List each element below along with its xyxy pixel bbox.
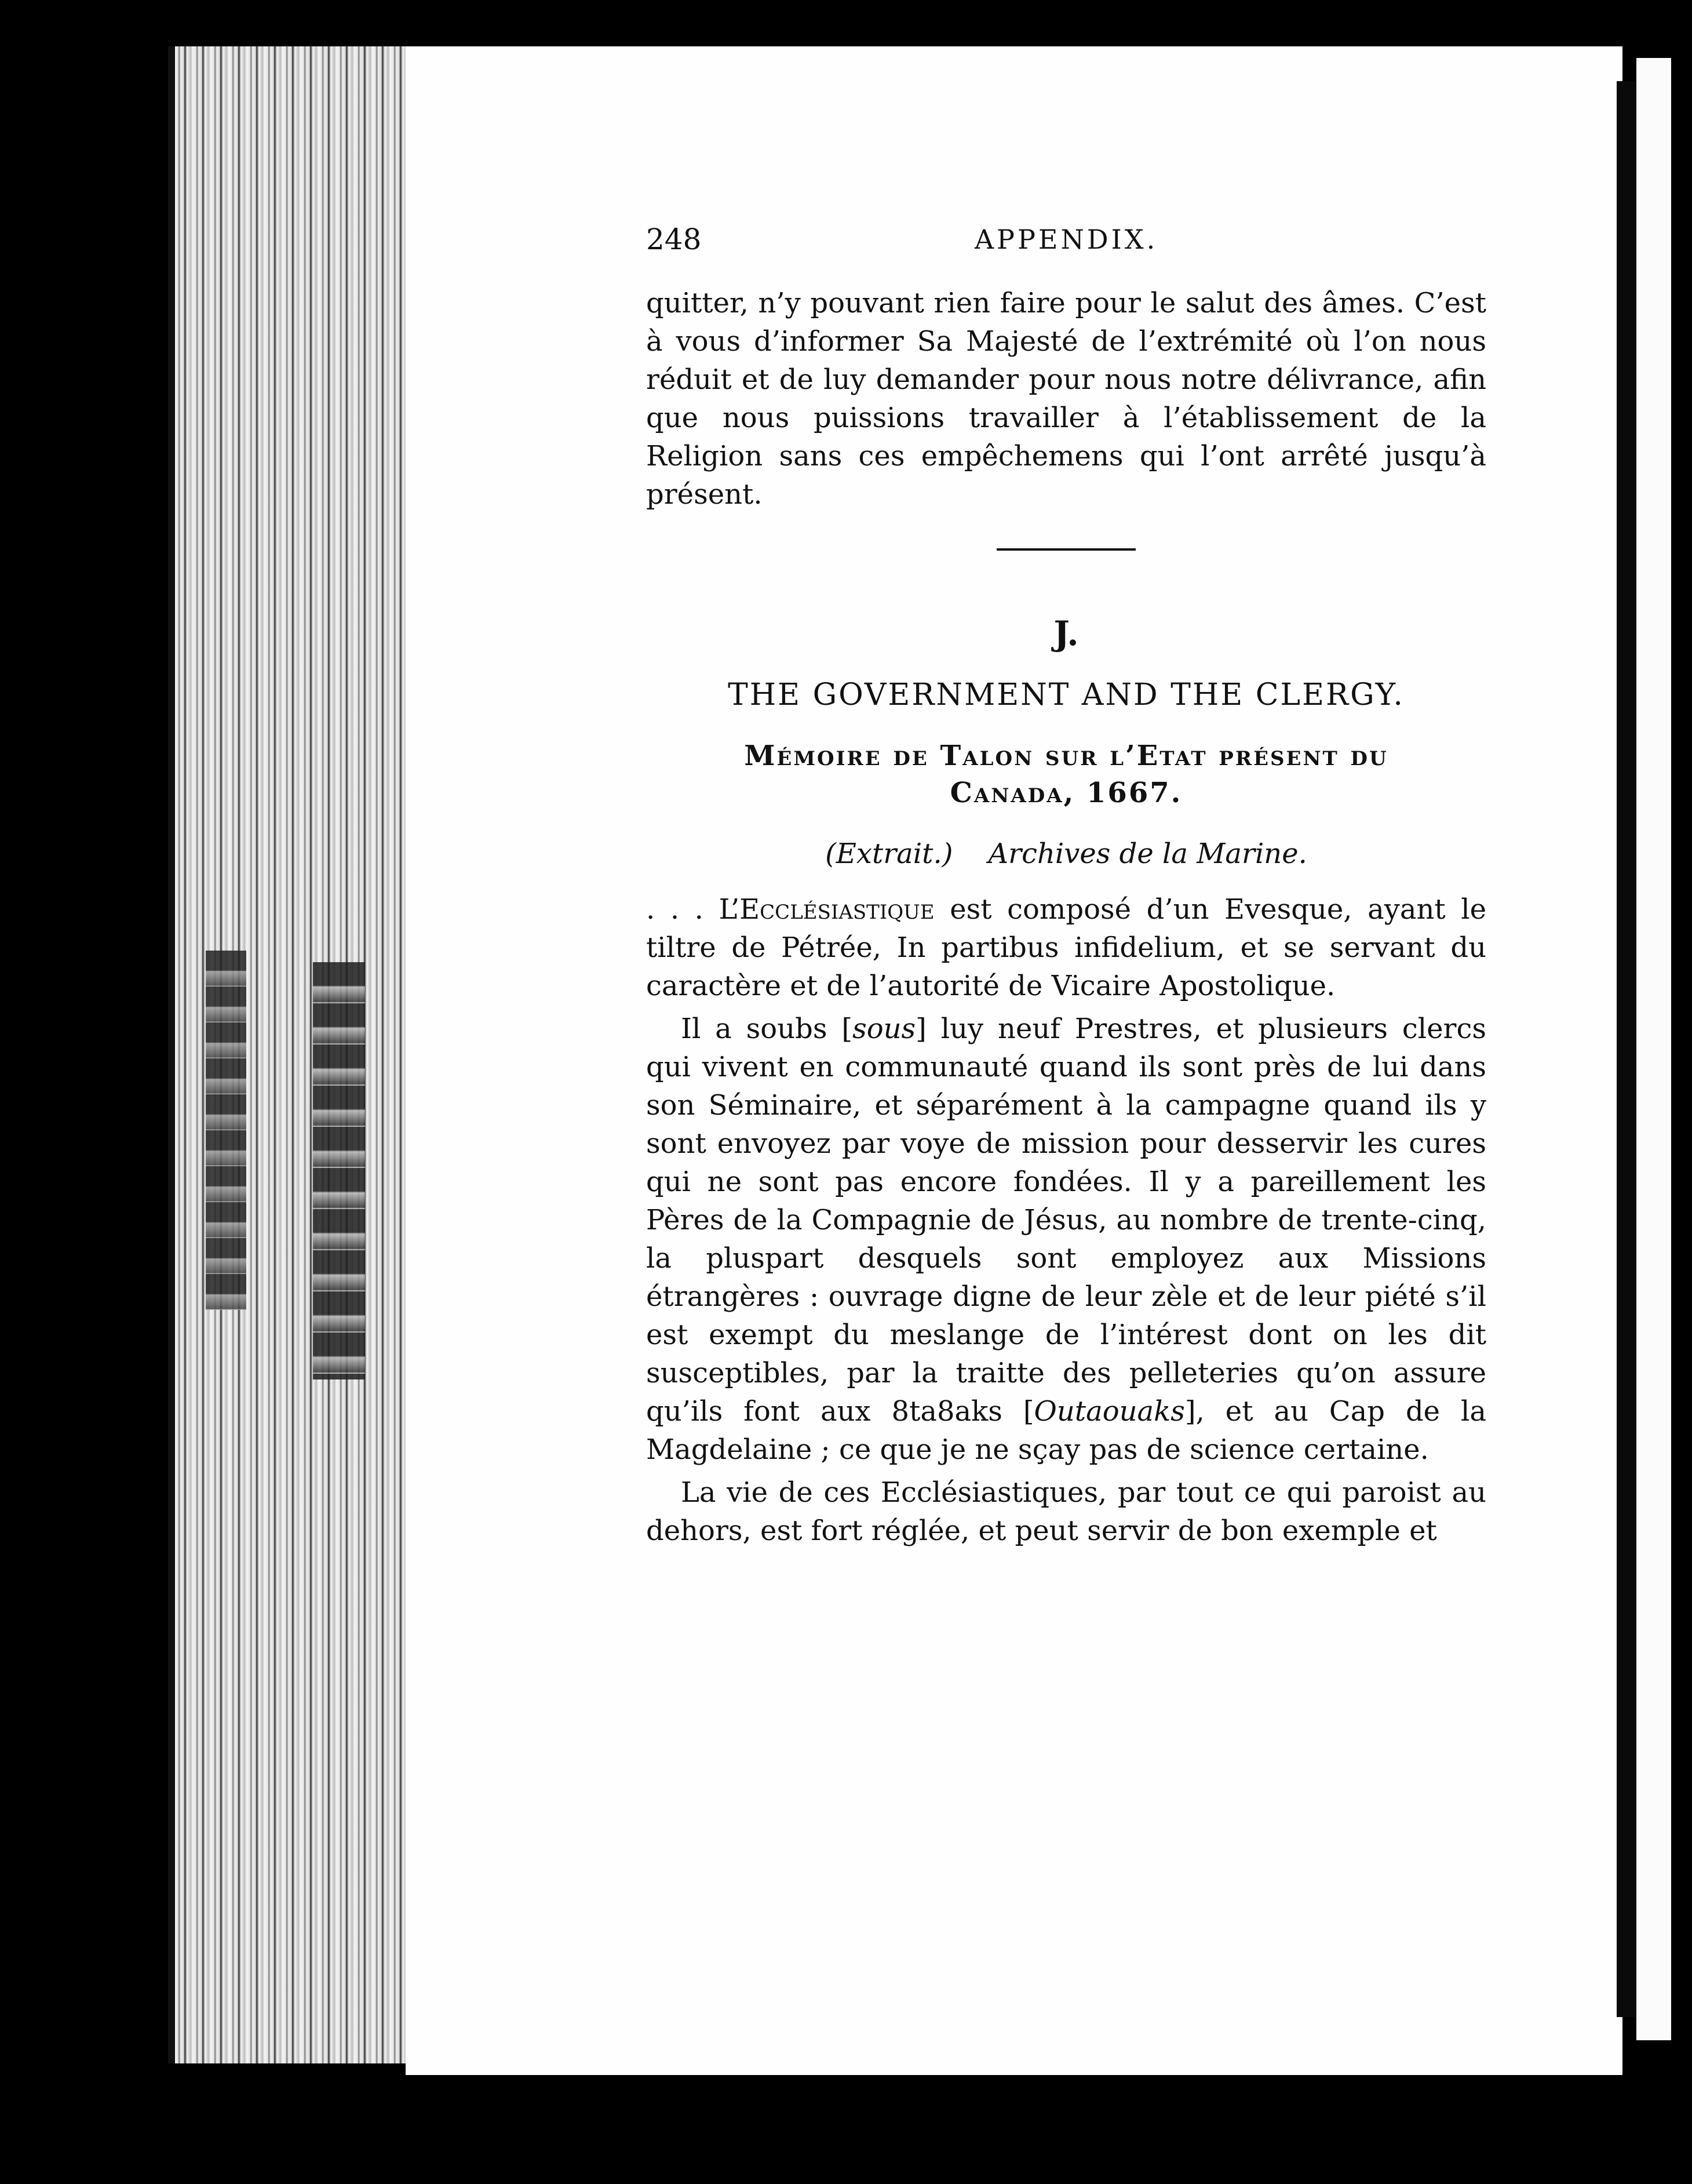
ellipsis: . . . — [646, 893, 719, 926]
page-content — [646, 220, 1486, 1550]
source-line — [646, 835, 1486, 873]
library-stamp-right — [313, 962, 365, 1379]
memoire-year: 1667. — [1086, 777, 1183, 809]
paragraph-2-part-a: Il a soubs [ — [681, 1013, 853, 1045]
continuation-paragraph: quitter, n’y pouvant rien faire pour le salut des âmes. C’est à vous d’informer Sa Majesté de l’extrémité où l’on nous réduit et de luy demander pour nous notre délivrance, afin que nous puissions travailler à l’établissement de la Religion sans ces empêchemens qui l’ont arrêté jusqu’à présent. — [646, 287, 1486, 511]
paragraph-2-part-b: ] luy neuf Prestres, et plusieurs clercs qui vivent en communauté quand ils sont près de lui dans son Séminaire, et séparément à la campagne quand ils y sont envoyez par voye de mission pour desservir les cures qui ne sont pas encore fondées. Il y a pareillement les Pères de la Compagnie de Jésus, au nombre de trente-cinq, la pluspart desquels sont employez aux Missions étrangères : ouvrage digne de leur zèle et de leur piété s’il est exempt du meslange de l’intérest dont on les dit susceptibles, par la traitte des pelleteries qu’on assure qu’ils font aux 8ta8aks [ — [646, 1013, 1487, 1428]
running-title: APPENDIX. — [974, 224, 1158, 255]
paragraph-2-part-c: ], et au Cap de la Magdelaine ; ce que je ne sçay pas de science certaine. — [646, 1395, 1487, 1466]
section-letter: J. — [1053, 614, 1079, 653]
editorial-gloss-outaouaks: Outaouaks — [1034, 1395, 1185, 1428]
extract-label: (Extrait.) — [825, 838, 953, 870]
facing-page-edge — [1636, 58, 1671, 2040]
section-divider — [997, 548, 1136, 551]
paragraph-ecclesiastique — [646, 890, 1486, 1005]
ecclesiastique-term: L’Ecclésiastique — [719, 893, 935, 926]
library-stamp-left — [206, 951, 246, 1310]
paragraph-vie: La vie de ces Ecclésiastiques, par tout ce qui paroist au dehors, est fort réglée, et peut servir de bon exemple et — [646, 1476, 1486, 1547]
paragraph-clergy — [646, 1010, 1486, 1469]
editorial-gloss-sous: sous — [852, 1013, 916, 1045]
section-title: THE GOVERNMENT AND THE CLERGY. — [728, 678, 1405, 712]
running-head — [646, 220, 1486, 284]
memoire-canada: Canada, — [950, 777, 1075, 809]
memoire-title — [646, 737, 1486, 811]
book-spine-gutter — [1617, 81, 1636, 2017]
paragraph-1-text: est composé d’un Evesque, ayant le tiltre de Pétrée, In partibus infidelium, et se servant du caractère et de l’autorité de Vicaire Apostolique. — [646, 893, 1486, 1002]
archive-label: Archives de la Marine. — [988, 838, 1307, 870]
memoire-line-1: Mémoire de Talon sur l’Etat présent du — [744, 740, 1388, 772]
page-number: 248 — [646, 223, 702, 256]
